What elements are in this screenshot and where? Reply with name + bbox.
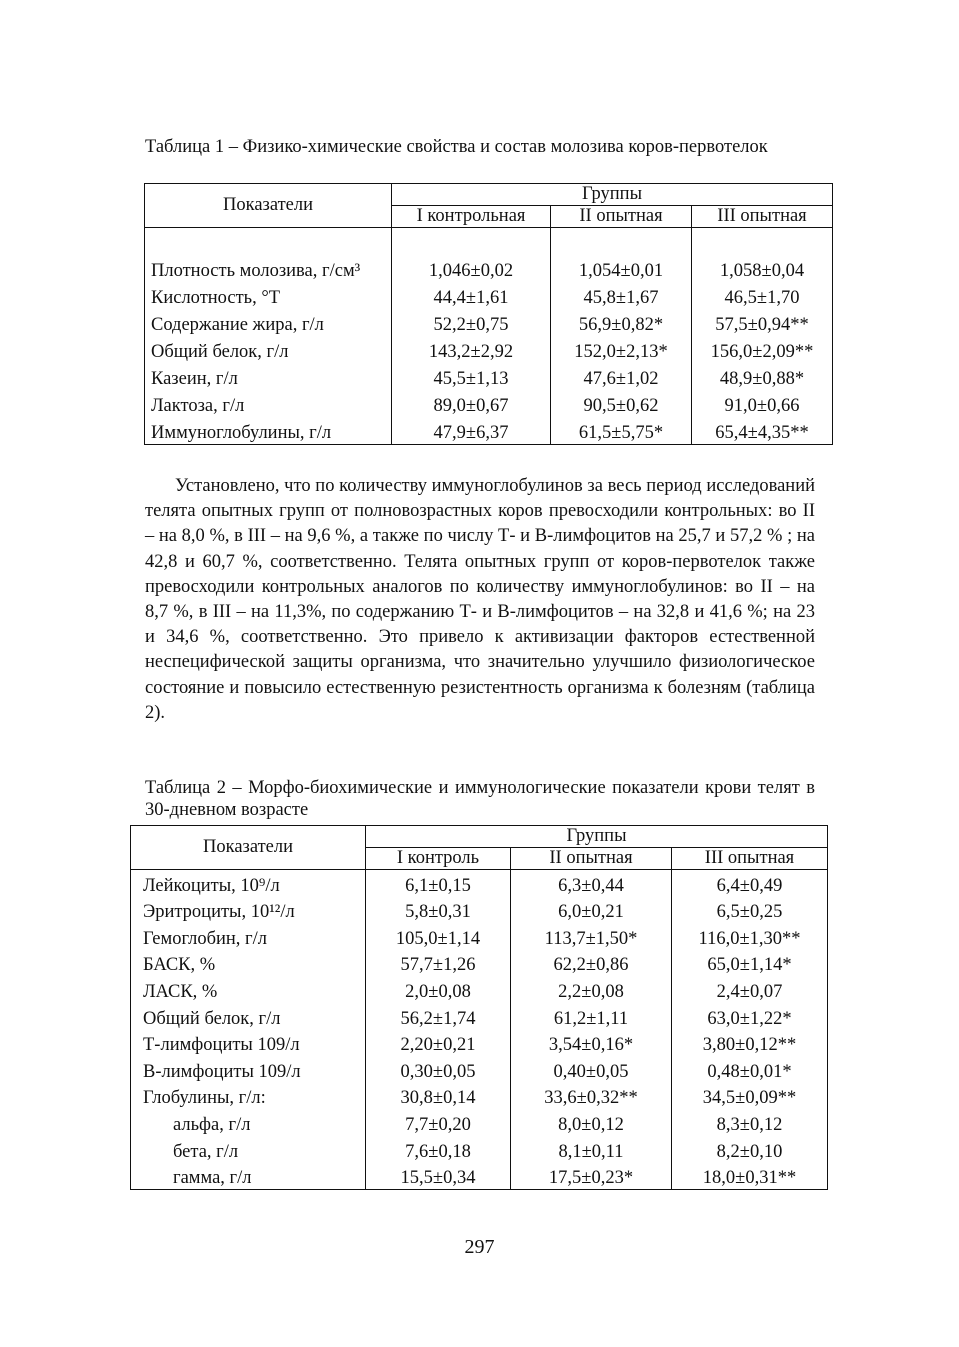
cell: 7,7±0,20 [366, 1109, 511, 1136]
table1-col-3: III опытная [692, 206, 833, 228]
cell: 6,0±0,21 [511, 897, 672, 924]
table1-col-1: I контрольная [392, 206, 551, 228]
row-label: альфа, г/л [131, 1109, 366, 1136]
cell: 33,6±0,32** [511, 1083, 672, 1110]
cell: 47,9±6,37 [392, 417, 551, 445]
cell: 2,0±0,08 [366, 976, 511, 1003]
row-label: Общий белок, г/л [131, 1003, 366, 1030]
cell: 116,0±1,30** [672, 923, 828, 950]
cell: 152,0±2,13* [551, 336, 692, 363]
row-label: бета, г/л [131, 1136, 366, 1163]
cell: 143,2±2,92 [392, 336, 551, 363]
cell: 1,058±0,04 [692, 228, 833, 283]
row-label: гамма, г/л [131, 1163, 366, 1190]
cell: 56,9±0,82* [551, 309, 692, 336]
cell: 45,8±1,67 [551, 282, 692, 309]
cell: 5,8±0,31 [366, 897, 511, 924]
row-label: Иммуноглобулины, г/л [145, 417, 392, 445]
cell: 52,2±0,75 [392, 309, 551, 336]
row-label: БАСК, % [131, 950, 366, 977]
table-row [131, 1163, 828, 1190]
cell: 65,4±4,35** [692, 417, 833, 445]
table-row [145, 390, 833, 417]
page-number: 297 [464, 1236, 495, 1258]
cell: 156,0±2,09** [692, 336, 833, 363]
cell: 6,1±0,15 [366, 870, 511, 897]
cell: 30,8±0,14 [366, 1083, 511, 1110]
row-label: Лактоза, г/л [145, 390, 392, 417]
table-row [131, 897, 828, 924]
row-label: Плотность молозива, г/см³ [145, 228, 392, 283]
cell: 18,0±0,31** [672, 1163, 828, 1190]
cell: 34,5±0,09** [672, 1083, 828, 1110]
table-row [131, 1030, 828, 1057]
cell: 2,4±0,07 [672, 976, 828, 1003]
cell: 6,5±0,25 [672, 897, 828, 924]
table-row [131, 870, 828, 897]
cell: 2,20±0,21 [366, 1030, 511, 1057]
table1-col-2: II опытная [551, 206, 692, 228]
table-row [131, 1056, 828, 1083]
cell: 7,6±0,18 [366, 1136, 511, 1163]
table2-col-2: II опытная [511, 848, 672, 870]
cell: 62,2±0,86 [511, 950, 672, 977]
table1 [144, 183, 833, 445]
cell: 1,046±0,02 [392, 228, 551, 283]
table1-header-indicator: Показатели [145, 184, 392, 228]
table2-caption: Таблица 2 – Морфо-биохимические и иммунологические показатели крови телят в 30-дневном возрасте [145, 778, 815, 820]
table2 [130, 825, 828, 1190]
row-label: Лейкоциты, 10⁹/л [131, 870, 366, 897]
table-row [131, 1136, 828, 1163]
table2-header-indicator: Показатели [131, 826, 366, 870]
cell: 91,0±0,66 [692, 390, 833, 417]
row-label: Казеин, г/л [145, 363, 392, 390]
cell: 0,40±0,05 [511, 1056, 672, 1083]
cell: 113,7±1,50* [511, 923, 672, 950]
table1-header-groups: Группы [392, 184, 833, 206]
cell: 61,5±5,75* [551, 417, 692, 445]
row-label: Содержание жира, г/л [145, 309, 392, 336]
cell: 63,0±1,22* [672, 1003, 828, 1030]
row-label: Кислотность, °Т [145, 282, 392, 309]
cell: 89,0±0,67 [392, 390, 551, 417]
cell: 0,30±0,05 [366, 1056, 511, 1083]
cell: 61,2±1,11 [511, 1003, 672, 1030]
table2-col-1: I контроль [366, 848, 511, 870]
cell: 8,0±0,12 [511, 1109, 672, 1136]
table-row [145, 309, 833, 336]
cell: 1,054±0,01 [551, 228, 692, 283]
cell: 3,54±0,16* [511, 1030, 672, 1057]
cell: 3,80±0,12** [672, 1030, 828, 1057]
cell: 2,2±0,08 [511, 976, 672, 1003]
cell: 46,5±1,70 [692, 282, 833, 309]
row-label: Глобулины, г/л: [131, 1083, 366, 1110]
table-row [145, 417, 833, 445]
row-label: Т-лимфоциты 109/л [131, 1030, 366, 1057]
cell: 65,0±1,14* [672, 950, 828, 977]
cell: 44,4±1,61 [392, 282, 551, 309]
row-label: ЛАСК, % [131, 976, 366, 1003]
cell: 0,48±0,01* [672, 1056, 828, 1083]
table-row [145, 282, 833, 309]
table2-col-3: III опытная [672, 848, 828, 870]
cell: 6,3±0,44 [511, 870, 672, 897]
cell: 90,5±0,62 [551, 390, 692, 417]
table-row [131, 976, 828, 1003]
cell: 105,0±1,14 [366, 923, 511, 950]
table-row [131, 950, 828, 977]
cell: 6,4±0,49 [672, 870, 828, 897]
cell: 57,7±1,26 [366, 950, 511, 977]
cell: 47,6±1,02 [551, 363, 692, 390]
cell: 48,9±0,88* [692, 363, 833, 390]
cell: 56,2±1,74 [366, 1003, 511, 1030]
cell: 8,3±0,12 [672, 1109, 828, 1136]
table-row [145, 336, 833, 363]
table1-caption: Таблица 1 – Физико-химические свойства и состав молозива коров-первотелок [145, 137, 768, 157]
table-row [145, 363, 833, 390]
row-label: Эритроциты, 10¹²/л [131, 897, 366, 924]
row-label: Гемоглобин, г/л [131, 923, 366, 950]
table2-header-row [131, 826, 828, 848]
row-label: В-лимфоциты 109/л [131, 1056, 366, 1083]
table-row [131, 1003, 828, 1030]
cell: 8,1±0,11 [511, 1136, 672, 1163]
cell: 57,5±0,94** [692, 309, 833, 336]
table1-header-row [145, 184, 833, 206]
cell: 17,5±0,23* [511, 1163, 672, 1190]
table-row [131, 1083, 828, 1110]
cell: 45,5±1,13 [392, 363, 551, 390]
table2-header-groups: Группы [366, 826, 828, 848]
table-row [131, 923, 828, 950]
cell: 15,5±0,34 [366, 1163, 511, 1190]
row-label: Общий белок, г/л [145, 336, 392, 363]
table-row [131, 1109, 828, 1136]
body-paragraph: Установлено, что по количеству иммуноглобулинов за весь период исследований телята опытных групп от полновозрастных коров превосходили контрольных: во II – на 8,0 %, в III – на 9,6 %, а также по числу Т- и В-лимфоцитов на 25,7 и 57,2 % ; на 42,8 и 60,7 %, соответственно. Телята опытных групп от коров-первотелок также превосходили контрольных аналогов по количеству иммуноглобулинов: во II – на 8,7 %, в III – на 11,3%, по содержанию Т- и В-лимфоцитов – на 32,8 и 41,6 %; на 23 и 34,6 %, соответственно. Это привело к активизации факторов естественной неспецифической защиты организма, что значительно улучшило физиологическое состояние и повысило естественную резистентность организма к болезням (таблица 2). [145, 476, 815, 723]
cell: 8,2±0,10 [672, 1136, 828, 1163]
table-row [145, 228, 833, 283]
